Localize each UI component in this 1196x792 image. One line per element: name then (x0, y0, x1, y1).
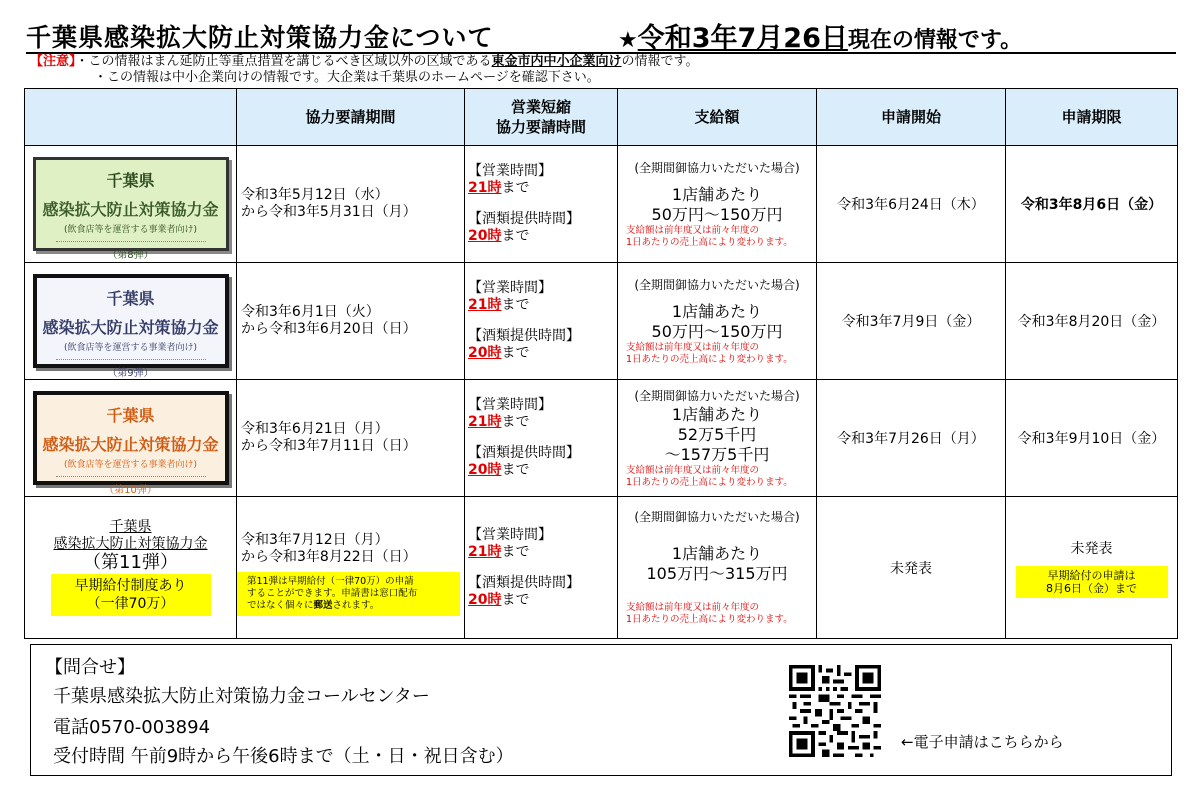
title-date-value: 令和3年7月26日 (637, 23, 848, 54)
program-cell (25, 263, 237, 380)
card-target: (飲食店等を運営する事業者向け) (63, 225, 198, 235)
hours-label-alcohol: 【酒類提供時間】 (468, 211, 580, 227)
note-line-2: ・この情報は中小企業向けの情報です。大企業は千葉県のホームページを確認下さい。 (94, 70, 600, 85)
hours-business-time: 21時 (468, 297, 502, 313)
card-target: (飲食店等を運営する事業者向け) (63, 460, 198, 470)
amount-lead: (全期間御協力いただいた場合) (634, 277, 800, 292)
contact-heading: 【問合せ】 (45, 657, 135, 678)
note-tag: 【注意】 (30, 54, 76, 69)
program-card-8[interactable] (33, 157, 229, 261)
amount-cell (618, 497, 817, 639)
period-start: 令和3年7月12日（月） (241, 531, 389, 548)
header-start: 申請開始 (817, 89, 1006, 146)
hours-suffix: まで (501, 228, 530, 244)
start-cell: 令和3年7月9日（金） (817, 263, 1006, 380)
period-cell (237, 497, 465, 639)
card-round: （第11弾） (83, 552, 178, 573)
hours-business (468, 180, 617, 197)
amount-range-high: ～157万5千円 (664, 444, 770, 464)
start-cell: 未発表 (817, 497, 1006, 639)
header-amount: 支給額 (618, 89, 817, 146)
amount-note-2: 1日あたりの売上高により変わります。 (626, 614, 793, 625)
card-name: 感染拡大防止対策協力金 (42, 318, 219, 337)
hours-cell (465, 146, 618, 263)
program-card-9[interactable] (33, 274, 229, 379)
hours-gap (468, 197, 617, 211)
hours-business-time: 21時 (468, 180, 502, 196)
table-row (25, 497, 1178, 639)
hours-alcohol-time: 20時 (468, 591, 502, 608)
table-row (25, 146, 1178, 263)
amount-per-store: 1店舗あたり (671, 544, 763, 563)
program-cell (25, 146, 237, 263)
hours-label-business: 【営業時間】 (468, 397, 552, 413)
early-note-line-1: 第11弾は早期給付（一律70万）の申請 (247, 575, 414, 587)
hours-alcohol-time: 20時 (468, 228, 502, 244)
hours-suffix: まで (501, 297, 530, 313)
period-text (237, 304, 464, 338)
subsidy-table (24, 88, 1178, 639)
period-cell (237, 263, 465, 380)
period-end: から令和3年6月20日（日） (241, 321, 417, 337)
early-note-line-3 (247, 600, 450, 612)
card-name: 感染拡大防止対策協力金 (42, 435, 219, 454)
card-prefecture: 千葉県 (106, 171, 155, 190)
deadline-value: 未発表 (1070, 540, 1113, 557)
early-deadline-line-1: 早期給付の申請は (1047, 568, 1136, 582)
card-prefecture: 千葉県 (106, 406, 155, 425)
period-start: 令和3年5月12日（水） (241, 187, 389, 203)
title-date-tail: 現在の情報です。 (847, 28, 1023, 53)
amount-note-1: 支給額は前年度又は前々年度の (626, 224, 760, 236)
period-end: から令和3年8月22日（日） (241, 548, 417, 565)
early-note-line-2: することができます。申請書は窓口配布 (247, 587, 418, 599)
hours-cell (465, 497, 618, 639)
hours-label-business: 【営業時間】 (468, 163, 552, 179)
amount-note-1: 支給額は前年度又は前々年度の (626, 602, 760, 613)
early-note-pre: ではなく個々に (247, 599, 314, 611)
amount-range: 105万円～315万円 (646, 564, 788, 583)
hours-label-alcohol: 【酒類提供時間】 (468, 328, 580, 344)
hours-text (465, 397, 617, 479)
hours-alcohol-time: 20時 (468, 462, 502, 478)
hours-text (465, 163, 617, 245)
star-icon: ★ (618, 28, 638, 53)
program-card-11 (25, 519, 236, 616)
amount-note-2: 1日あたりの売上高により変わります。 (626, 353, 793, 365)
card-target: (飲食店等を運営する事業者向け) (63, 343, 198, 353)
hours-suffix: まで (501, 414, 530, 430)
title-date (618, 16, 1022, 55)
hours-label-alcohol: 【酒類提供時間】 (468, 574, 580, 591)
amount-text (618, 509, 816, 626)
early-payment-badge (51, 574, 211, 616)
hours-label-business: 【営業時間】 (468, 280, 552, 296)
contact-name: 千葉県感染拡大防止対策協力金コールセンター (53, 686, 430, 707)
amount-note-1: 支給額は前年度又は前々年度の (626, 341, 760, 353)
period-end: から令和3年5月31日（月） (241, 204, 417, 220)
hours-suffix: まで (501, 180, 530, 196)
amount-lead: (全期間御協力いただいた場合) (634, 160, 800, 175)
deadline-cell: 令和3年8月20日（金） (1006, 263, 1178, 380)
hours-business-time: 21時 (468, 414, 502, 430)
qr-caption: ←電子申請はこちらから (901, 733, 1064, 751)
period-text (237, 532, 464, 566)
amount-note-2: 1日あたりの売上高により変わります。 (626, 476, 793, 488)
hours-alcohol (468, 592, 617, 609)
card-name: 感染拡大防止対策協力金 (42, 200, 219, 219)
header-period: 協力要請期間 (237, 89, 465, 146)
hours-business (468, 544, 617, 561)
card-prefecture: 千葉県 (109, 519, 152, 535)
amount-lead: (全期間御協力いただいた場合) (634, 510, 800, 524)
amount-per-store: 1店舗あたり (671, 184, 763, 204)
page-title: 千葉県感染拡大防止対策協力金について (26, 23, 494, 52)
hours-gap (468, 431, 617, 445)
early-note-post: されます。 (332, 599, 380, 611)
contact-box (30, 644, 1172, 776)
header-hours-line1: 営業短縮 (510, 98, 571, 116)
amount-cell (618, 146, 817, 263)
card-round: （第10弾） (56, 476, 206, 496)
period-start: 令和3年6月1日（火） (241, 304, 380, 320)
period-cell (237, 380, 465, 497)
early-payment-note (237, 572, 460, 616)
hours-alcohol (468, 462, 617, 479)
note-line1-pre: ・この情報はまん延防止等重点措置を講じるべき区域以外の区域である (75, 54, 492, 69)
hours-label-alcohol: 【酒類提供時間】 (468, 445, 580, 461)
amount-text (618, 277, 816, 366)
hours-alcohol-time: 20時 (468, 345, 502, 361)
hours-suffix: まで (501, 345, 530, 361)
note-line-1 (30, 54, 699, 70)
contact-phone[interactable]: 電話0570-003894 (53, 717, 211, 738)
amount-range-low: 52万5千円 (677, 424, 757, 444)
table-row (25, 380, 1178, 497)
header-cell-blank (25, 89, 237, 146)
period-text (237, 187, 464, 221)
hours-cell (465, 380, 618, 497)
note-line1-underline: 東金市内中小企業向け (491, 54, 622, 69)
table-header-row (25, 89, 1178, 146)
card-round: （第8弾） (56, 241, 206, 261)
hours-cell (465, 263, 618, 380)
qr-code-icon[interactable] (789, 665, 881, 757)
early-payment-amount: （一律70万） (86, 596, 175, 612)
amount-cell (618, 380, 817, 497)
early-deadline-badge (1016, 566, 1168, 598)
card-prefecture: 千葉県 (106, 289, 155, 308)
header-deadline: 申請期限 (1006, 89, 1178, 146)
hours-label-business: 【営業時間】 (468, 526, 552, 543)
program-card-10[interactable] (33, 391, 229, 496)
start-cell: 令和3年7月26日（月） (817, 380, 1006, 497)
hours-alcohol (468, 345, 617, 362)
hours-suffix: まで (501, 462, 530, 478)
period-start: 令和3年6月21日（月） (241, 421, 389, 437)
hours-text (465, 527, 617, 609)
note-line1-post: の情報です。 (621, 54, 699, 69)
table-row (25, 263, 1178, 380)
amount-per-store: 1店舗あたり (671, 301, 763, 321)
amount-text (618, 160, 816, 249)
amount-per-store: 1店舗あたり (671, 404, 763, 424)
start-cell: 令和3年6月24日（木） (817, 146, 1006, 263)
hours-business (468, 414, 617, 431)
amount-text (618, 388, 816, 489)
deadline-cell (1006, 497, 1178, 639)
header-hours-line2: 協力要請時間 (495, 118, 586, 136)
hours-suffix: まで (501, 591, 530, 608)
contact-hours: 受付時間 午前9時から午後6時まで（土・日・祝日含む） (53, 746, 514, 767)
period-end: から令和3年7月11日（日） (241, 438, 417, 454)
hours-gap (468, 314, 617, 328)
hours-gap (468, 561, 617, 575)
hours-suffix: まで (501, 543, 530, 560)
card-round: （第9弾） (56, 359, 206, 379)
amount-cell (618, 263, 817, 380)
card-name: 感染拡大防止対策協力金 (53, 536, 208, 552)
hours-alcohol (468, 228, 617, 245)
notes (30, 54, 699, 86)
deadline-cell: 令和3年9月10日（金） (1006, 380, 1178, 497)
program-cell (25, 380, 237, 497)
early-note-bold: 郵送 (313, 599, 333, 611)
amount-range: 50万円～150万円 (651, 204, 783, 224)
early-deadline-line-2: 8月6日（金）まで (1046, 581, 1137, 595)
hours-business-time: 21時 (468, 543, 502, 560)
amount-note-1: 支給額は前年度又は前々年度の (626, 464, 760, 476)
amount-range: 50万円～150万円 (651, 321, 783, 341)
program-cell (25, 497, 237, 639)
early-payment-label: 早期給付制度あり (74, 578, 187, 594)
title-bar (26, 10, 1176, 54)
amount-note-2: 1日あたりの売上高により変わります。 (626, 236, 793, 248)
header-hours (465, 89, 618, 146)
period-cell (237, 146, 465, 263)
deadline-cell: 令和3年8月6日（金） (1006, 146, 1178, 263)
amount-lead: (全期間御協力いただいた場合) (634, 388, 800, 403)
hours-business (468, 297, 617, 314)
period-text (237, 421, 464, 455)
hours-text (465, 280, 617, 362)
